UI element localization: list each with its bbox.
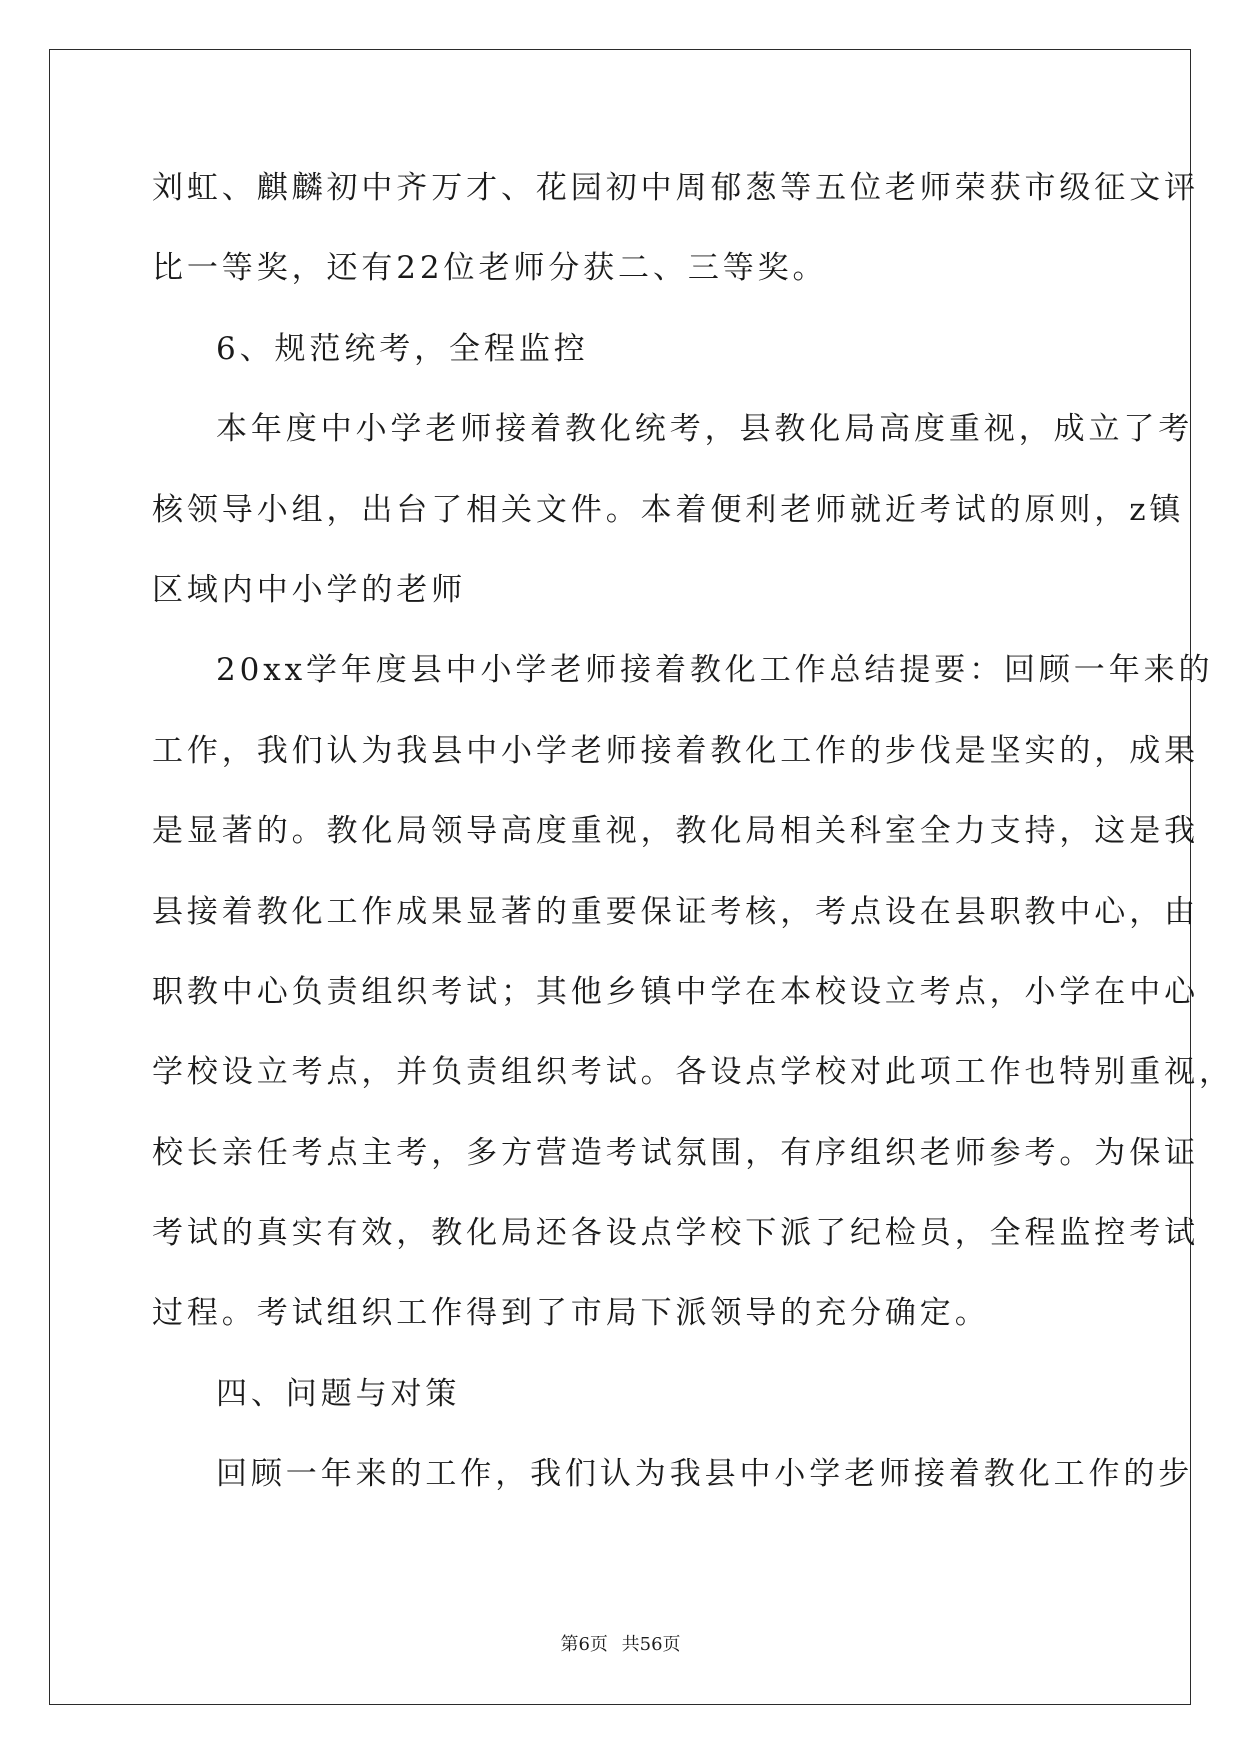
text-line-14: 考试的真实有效，教化局还各设点学校下派了纪检员，全程监控考试 — [152, 1215, 1199, 1252]
page-number: 第6页 — [560, 1634, 608, 1655]
page-total: 共56页 — [621, 1634, 681, 1655]
page-footer — [0, 1630, 1241, 1656]
text-line-12: 学校设立考点，并负责组织考试。各设点学校对此项工作也特别重视， — [152, 1054, 1234, 1091]
text-line-7: 20xx学年度县中小学老师接着教化工作总结提要：回顾一年来的 — [216, 652, 1214, 689]
text-line-9: 是显著的。教化局领导高度重视，教化局相关科室全力支持，这是我 — [152, 813, 1199, 850]
text-line-4: 本年度中小学老师接着教化统考，县教化局高度重视，成立了考 — [216, 411, 1194, 448]
text-line-1: 刘虹、麒麟初中齐万才、花园初中周郁葱等五位老师荣获市级征文评 — [152, 170, 1199, 206]
text-line-2: 比一等奖，还有22位老师分获二、三等奖。 — [152, 250, 828, 287]
text-line-17: 回顾一年来的工作，我们认为我县中小学老师接着教化工作的步 — [216, 1456, 1194, 1493]
text-line-10: 县接着教化工作成果显著的重要保证考核，考点设在县职教中心，由 — [152, 893, 1199, 930]
section-heading-6: 6、规范统考，全程监控 — [216, 330, 589, 367]
document-body — [152, 160, 1234, 1527]
text-line-13: 校长亲任考点主考，多方营造考试氛围，有序组织老师参考。为保证 — [152, 1134, 1199, 1171]
text-line-6: 区域内中小学的老师 — [152, 571, 467, 608]
text-line-8: 工作，我们认为我县中小学老师接着教化工作的步伐是坚实的，成果 — [152, 732, 1199, 769]
text-line-11: 职教中心负责组织考试；其他乡镇中学在本校设立考点，小学在中心 — [152, 973, 1199, 1010]
section-heading-4: 四、问题与对策 — [216, 1375, 461, 1412]
text-line-15: 过程。考试组织工作得到了市局下派领导的充分确定。 — [152, 1295, 990, 1332]
text-line-5: 核领导小组，出台了相关文件。本着便利老师就近考试的原则，z镇 — [152, 491, 1185, 528]
